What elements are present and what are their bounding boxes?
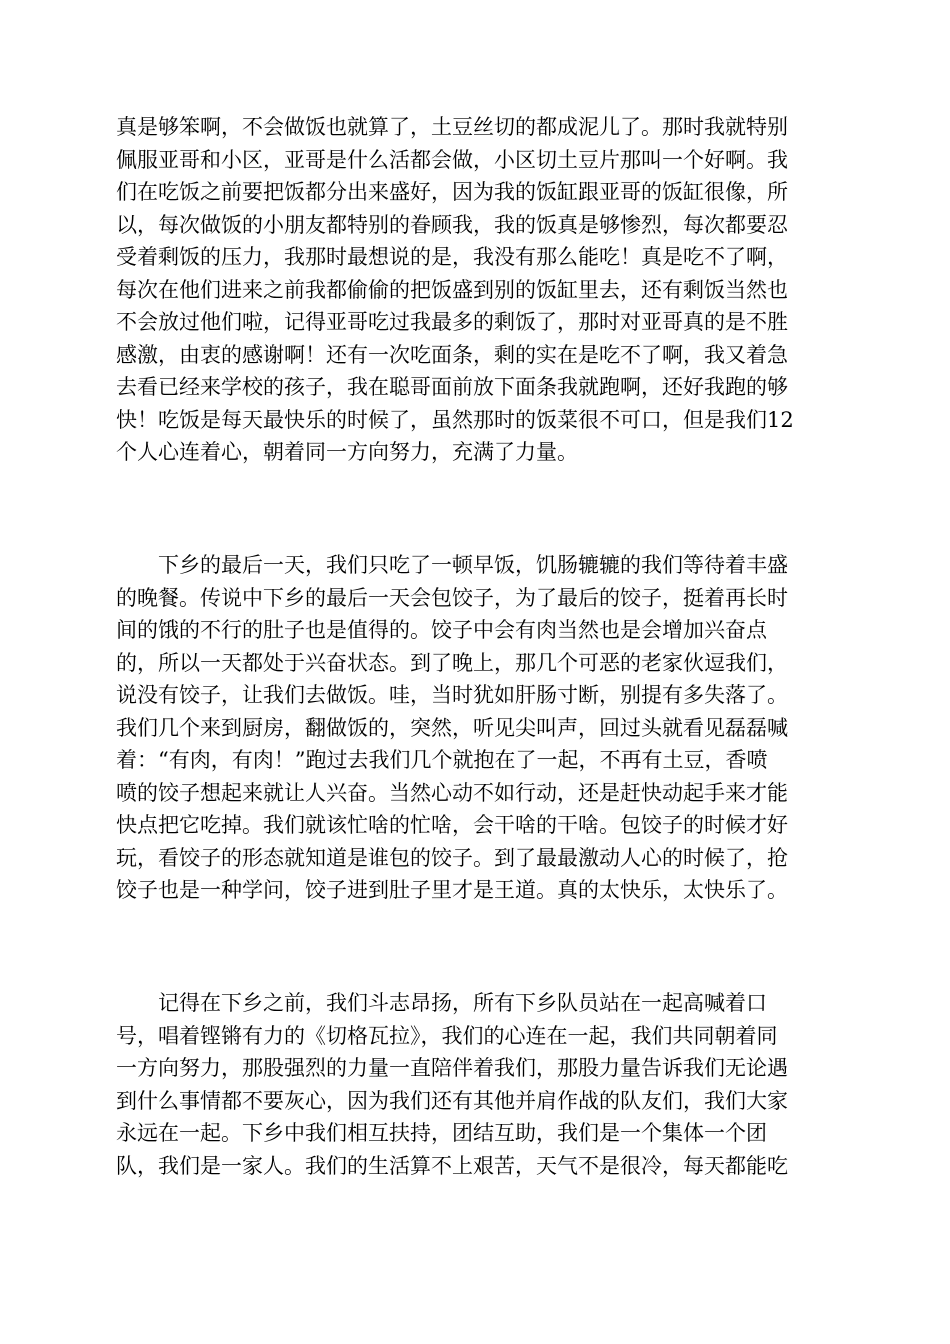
paragraph-line: 队，我们是一家人。我们的生活算不上艰苦，天气不是很冷，每天都能吃 <box>116 1153 788 1178</box>
paragraph-line: 快点把它吃掉。我们就该忙啥的忙啥，会干啥的干啥。包饺子的时候才好 <box>116 813 788 837</box>
paragraph-line: 的晚餐。传说中下乡的最后一天会包饺子，为了最后的饺子，挺着再长时 <box>116 585 788 610</box>
paragraph-line: 个人心连着心，朝着同一方向努力，充满了力量。 <box>116 440 578 464</box>
paragraph-line: 感激，由衷的感谢啊！还有一次吃面条，剩的实在是吃不了啊，我又着急 <box>116 342 788 367</box>
paragraph-2 <box>116 549 836 907</box>
paragraph-line: 一方向努力，那股强烈的力量一直陪伴着我们，那股力量告诉我们无论遇 <box>116 1056 788 1080</box>
paragraph-line: 去看已经来学校的孩子，我在聪哥面前放下面条我就跑啊，还好我跑的够 <box>116 375 788 399</box>
paragraph-line: 佩服亚哥和小区，亚哥是什么活都会做，小区切土豆片那叫一个好啊。我 <box>116 147 788 172</box>
paragraph-line: 的，所以一天都处于兴奋状态。到了晚上，那几个可恶的老家伙逗我们， <box>116 650 788 675</box>
paragraph-line: 不会放过他们啦，记得亚哥吃过我最多的剩饭了，那时对亚哥真的是不胜 <box>116 310 788 334</box>
paragraph-line: 到什么事情都不要灰心，因为我们还有其他并肩作战的队友们，我们大家 <box>116 1088 788 1113</box>
paragraph-line: 记得在下乡之前，我们斗志昂扬，所有下乡队员站在一起高喊着口 <box>116 991 767 1015</box>
paragraph-line: 饺子也是一种学问，饺子进到肚子里才是王道。真的太快乐，太快乐了。 <box>116 878 788 902</box>
paragraph-line: 间的饿的不行的肚子也是值得的。饺子中会有肉当然也是会增加兴奋点 <box>116 618 767 642</box>
paragraph-line: 们在吃饭之前要把饭都分出来盛好，因为我的饭缸跟亚哥的饭缸很像，所 <box>116 180 788 204</box>
paragraph-line: 永远在一起。下乡中我们相互扶持，团结互助，我们是一个集体一个团 <box>116 1121 767 1145</box>
paragraph-line: 以，每次做饭的小朋友都特别的眷顾我，我的饭真是够惨烈，每次都要忍 <box>116 212 788 237</box>
paragraph-line: 每次在他们进来之前我都偷偷的把饭盛到别的饭缸里去，还有剩饭当然也 <box>116 277 788 302</box>
paragraph-1 <box>116 111 836 469</box>
paragraph-line: 快！吃饭是每天最快乐的时候了，虽然那时的饭菜很不可口，但是我们12 <box>116 407 794 432</box>
paragraph-line: 受着剩饭的压力，我那时最想说的是，我没有那么能吃！真是吃不了啊， <box>116 245 788 269</box>
paragraph-line: 号，唱着铿锵有力的《切格瓦拉》，我们的心连在一起，我们共同朝着同 <box>116 1023 778 1048</box>
paragraph-line: 喷的饺子想起来就让人兴奋。当然心动不如行动，还是赶快动起手来才能 <box>116 780 788 805</box>
paragraph-line: 着：“有肉，有肉！”跑过去我们几个就抱在了一起，不再有土豆，香喷 <box>116 748 768 772</box>
paragraph-line: 下乡的最后一天，我们只吃了一顿早饭，饥肠辘辘的我们等待着丰盛 <box>116 553 788 577</box>
paragraph-3 <box>116 987 836 1182</box>
paragraph-line: 我们几个来到厨房，翻做饭的，突然，听见尖叫声，回过头就看见磊磊喊 <box>116 715 788 740</box>
paragraph-line: 说没有饺子，让我们去做饭。哇，当时犹如肝肠寸断，别提有多失落了。 <box>116 683 788 707</box>
paragraph-line: 玩，看饺子的形态就知道是谁包的饺子。到了最最激动人心的时候了，抢 <box>116 845 788 870</box>
paragraph-line: 真是够笨啊，不会做饭也就算了，土豆丝切的都成泥儿了。那时我就特别 <box>116 115 788 139</box>
